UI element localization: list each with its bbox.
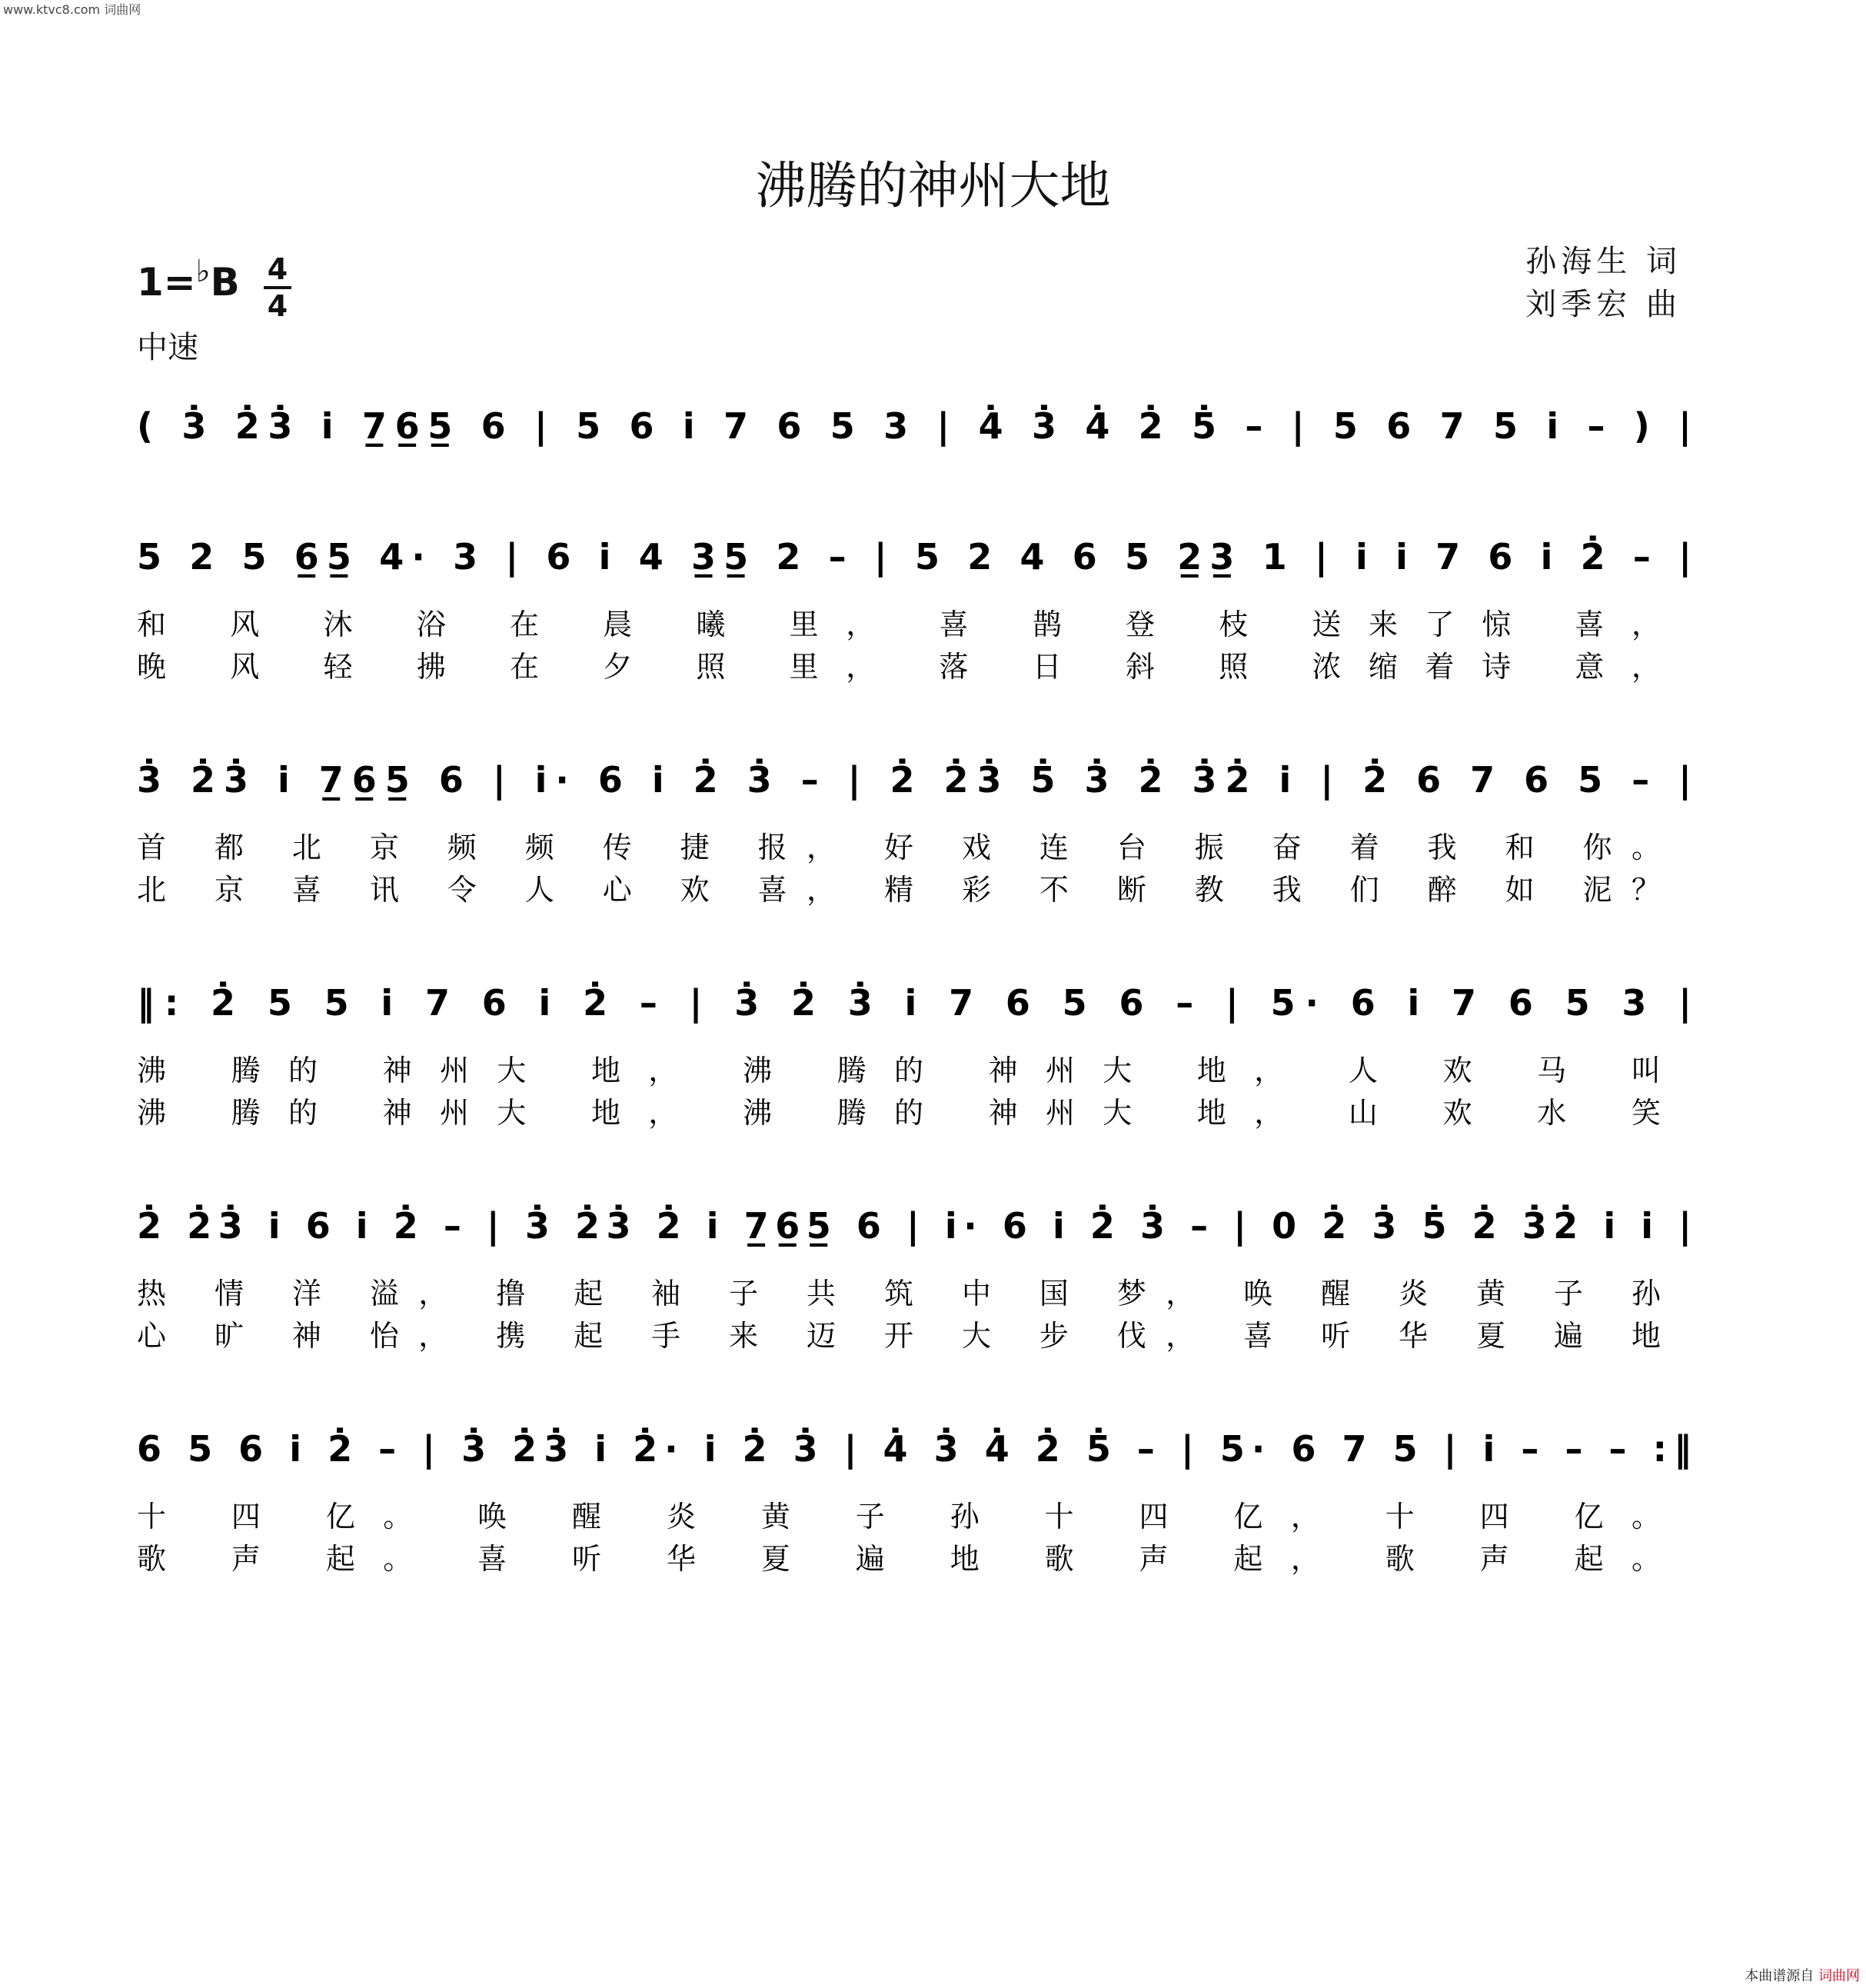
lyric-row-6-verse-1: 十 四 亿。 唤 醒 炎 黄 子 孙 十 四 亿， 十 四 亿。	[137, 1500, 1661, 1533]
notation-row-6: 6 5 6 i̇ 2̇ – | 3̇ 2̇3̇ i̇ 2̇· i̇ 2̇ 3̇ | 4̇ 3̇ 4̇ 2̇ 5̇ – | 5· 6 7 5 | i̇ – – – :‖	[137, 1428, 1691, 1470]
watermark-top: www.ktvc8.com 词曲网	[3, 2, 141, 17]
lyric-row-3-verse-1: 首 都 北 京 频 频 传 捷 报， 好 戏 连 台 振 奋 着 我 和 你。	[137, 831, 1661, 864]
notation-row-1: ( 3̇ 2̇3̇ i̇ 7̲6̲5̲ 6 | 5 6 i̇ 7 6 5 3 | 4̇ 3̇ 4̇ 2̇ 5̇ – | 5 6 7 5 i̇ – ) |	[137, 405, 1691, 447]
watermark-bottom: 本曲谱源自 词曲网	[1745, 1968, 1860, 1984]
notation-row-4: ‖: 2̇ 5 5 i̇ 7 6 i̇ 2̇ – | 3̇ 2̇ 3̇ i̇ 7 6 5 6 – | 5· 6 i̇ 7 6 5 3 |	[137, 982, 1692, 1024]
lyric-row-5-verse-2: 心 旷 神 怡， 携 起 手 来 迈 开 大 步 伐， 喜 听 华 夏 遍 地	[137, 1319, 1661, 1353]
lyric-row-5-verse-1: 热 情 洋 溢， 撸 起 袖 子 共 筑 中 国 梦， 唤 醒 炎 黄 子 孙	[137, 1277, 1661, 1310]
notation-row-2: 5 2 5 6̲5̲ 4· 3 | 6 i̇ 4 3̲5̲ 2 – | 5 2 4 6 5 2̲3̲ 1 | i̇ i̇ 7 6 i̇ 2̇ – |	[137, 536, 1692, 578]
composer-credit: 刘季宏 曲	[1525, 287, 1681, 322]
lyric-row-3-verse-2: 北 京 喜 讯 令 人 心 欢 喜， 精 彩 不 断 教 我 们 醉 如 泥？	[137, 873, 1661, 907]
lyric-row-2-verse-1: 和 风 沐 浴 在 晨 曦 里， 喜 鹊 登 枝 送来了惊 喜，	[137, 608, 1661, 641]
lyric-row-4-verse-1: 沸 腾的 神州大 地， 沸 腾的 神州大 地， 人 欢 马 叫	[137, 1054, 1661, 1087]
page-title: 沸腾的神州大地	[755, 156, 1111, 215]
time-signature: 4 4	[264, 254, 291, 321]
notation-row-3: 3̇ 2̇3̇ i̇ 7̲6̲5̲ 6 | i̇· 6 i̇ 2̇ 3̇ – | 2̇ 2̇3̇ 5̇ 3̇ 2̇ 3̇2̇ i̇ | 2̇ 6 7 6 5 – |	[137, 759, 1691, 801]
tempo-marking: 中速	[137, 330, 198, 365]
lyric-row-2-verse-2: 晚 风 轻 拂 在 夕 照 里， 落 日 斜 照 浓缩着诗 意，	[137, 650, 1661, 684]
lyric-row-6-verse-2: 歌 声 起。 喜 听 华 夏 遍 地 歌 声 起， 歌 声 起。	[137, 1542, 1661, 1576]
notation-row-5: 2̇ 2̇3̇ i̇ 6 i̇ 2̇ – | 3̇ 2̇3̇ 2̇ i̇ 7̲6̲5̲ 6 | i̇· 6 i̇ 2̇ 3̇ – | 0 2̇ 3̇ 5̇ 2̇ 3̇2̇ i̇ i̇ |	[137, 1205, 1691, 1247]
key-signature: 1=♭B	[137, 254, 240, 305]
lyricist-credit: 孙海生 词	[1525, 244, 1681, 279]
lyric-row-4-verse-2: 沸 腾的 神州大 地， 沸 腾的 神州大 地， 山 欢 水 笑	[137, 1096, 1661, 1130]
